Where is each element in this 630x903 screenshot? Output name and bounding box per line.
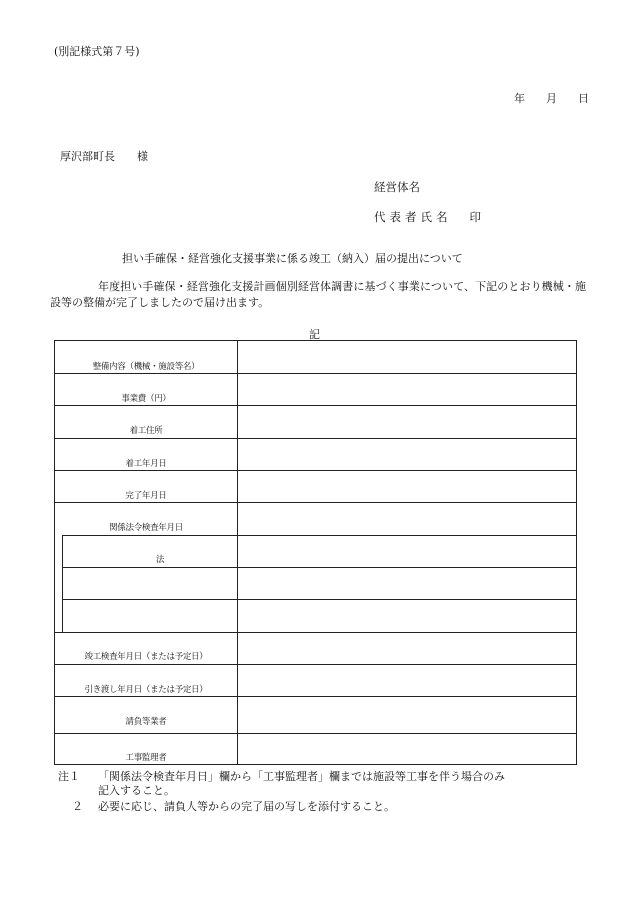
label-start-date: 着工年月日 bbox=[125, 459, 167, 469]
sub-indent-line bbox=[62, 535, 63, 632]
note-1-number: 注１ bbox=[58, 770, 80, 783]
note-2 bbox=[72, 798, 395, 814]
label-supervisor: 工事監理者 bbox=[125, 753, 167, 763]
date-day: 日 bbox=[578, 92, 589, 105]
seal-mark: 印 bbox=[469, 210, 481, 224]
row-divider bbox=[55, 502, 576, 503]
row-divider bbox=[55, 373, 576, 374]
label-handover-date: 引き渡し年月日（または予定日） bbox=[84, 685, 208, 695]
label-equipment-content: 整備内容（機械・施設等名） bbox=[92, 362, 200, 372]
date-month: 月 bbox=[546, 92, 557, 105]
representative-label bbox=[374, 209, 481, 225]
addressee bbox=[60, 148, 148, 164]
document-title: 担い手確保・経営強化支援事業に係る竣工（納入）届の提出について bbox=[122, 252, 463, 265]
row-divider bbox=[62, 567, 576, 568]
label-completion-date: 完了年月日 bbox=[125, 491, 167, 501]
body-paragraph: 年度担い手確保・経営強化支援計画個別経営体調書に基づく事業について、下記のとおり機械・施設等の整備が完了しましたので届け出ます。 bbox=[50, 280, 586, 309]
label-law: 法 bbox=[155, 555, 165, 565]
completion-table bbox=[54, 340, 577, 765]
row-divider bbox=[55, 405, 576, 406]
row-divider bbox=[55, 733, 576, 734]
note-2-number: ２ bbox=[72, 800, 83, 813]
label-legal-inspection-date: 関係法令検査年月日 bbox=[109, 523, 183, 533]
org-name-label: 経営体名 bbox=[374, 180, 420, 194]
row-divider bbox=[55, 664, 576, 665]
note-2-text: 必要に応じ、請負人等からの完了届の写しを添付すること。 bbox=[98, 800, 395, 813]
row-divider bbox=[55, 438, 576, 439]
column-divider bbox=[237, 341, 238, 764]
date-year: 年 bbox=[514, 92, 525, 105]
note-1-continuation: 記入すること。 bbox=[98, 784, 175, 797]
label-construction-address: 着工住所 bbox=[129, 426, 163, 436]
row-divider bbox=[55, 470, 576, 471]
label-final-inspection-date: 竣工検査年月日（または予定日） bbox=[84, 652, 208, 662]
representative-name-label: 代表者氏名 bbox=[374, 210, 452, 224]
form-number: (別記様式第７号) bbox=[54, 45, 140, 58]
note-1-text: 「関係法令検査年月日」欄から「工事監理者」欄までは施設等工事を伴う場合のみ bbox=[98, 770, 505, 783]
ki-heading: 記 bbox=[309, 328, 320, 341]
label-contractor: 請負等業者 bbox=[125, 717, 167, 727]
row-divider bbox=[62, 599, 576, 600]
row-divider bbox=[62, 535, 576, 536]
addressee-honorific: 様 bbox=[137, 150, 148, 163]
row-divider bbox=[55, 632, 576, 633]
addressee-name: 厚沢部町長 bbox=[60, 150, 115, 163]
date-line bbox=[514, 90, 589, 106]
label-project-cost: 事業費（円） bbox=[121, 394, 171, 404]
row-divider bbox=[55, 696, 576, 697]
